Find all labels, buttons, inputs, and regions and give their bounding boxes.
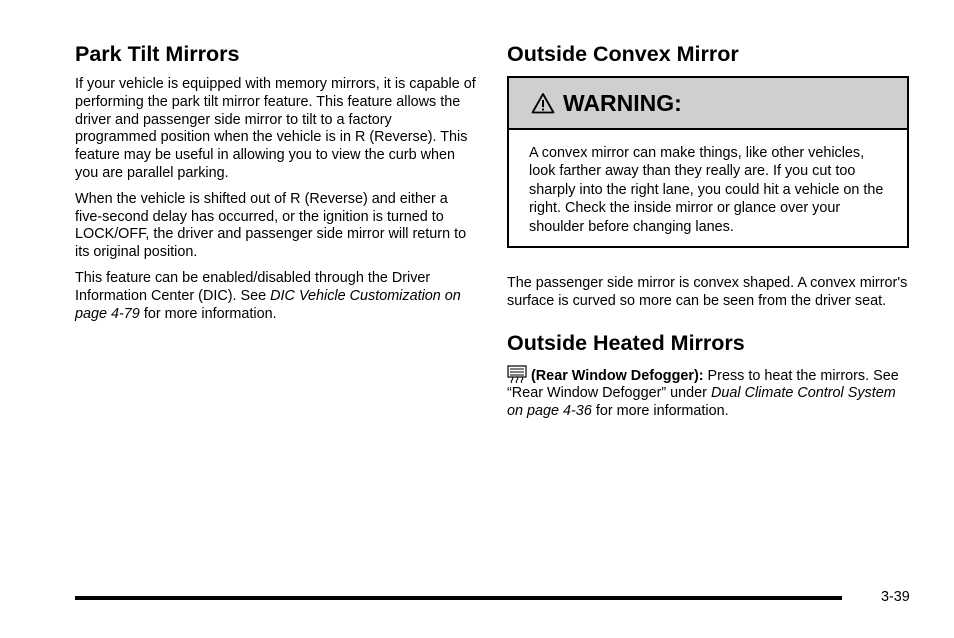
section-heading-heated: Outside Heated Mirrors	[507, 330, 745, 355]
p3-pre: This feature can be enabled/disabled through the Driver Information Center (DIC). See	[75, 269, 431, 304]
defogger-paragraph	[507, 365, 909, 421]
warning-header	[509, 78, 907, 130]
warning-text: A convex mirror can make things, like other vehicles, look farther away than they really are. If you cut too sharply into the right lane, you could hit a vehicle on the right. Check the inside mirror or glance over your shoulder before changing lanes.	[529, 145, 884, 235]
dic-reference-link[interactable]: DIC Vehicle Customization on page 4-79	[75, 287, 461, 322]
warning-triangle-icon	[531, 92, 555, 114]
climate-control-reference-link[interactable]: Dual Climate Control System on page 4-36	[507, 385, 896, 420]
park-tilt-paragraph-2: When the vehicle is shifted out of R (Reverse) and either a five-second delay has occurred, or the ignition is turned to LOCK/OFF, the driver and passenger side mirror will return to its original position.	[75, 190, 467, 261]
defogger-post: for more information.	[591, 403, 729, 420]
defogger-pre: Press to heat the mirrors. See “Rear Window Defogger” under	[507, 367, 899, 402]
p3-post: for more information.	[139, 305, 277, 322]
rear-defogger-icon	[507, 365, 527, 383]
park-tilt-paragraph-3	[75, 270, 477, 323]
section-heading-convex: Outside Convex Mirror	[507, 42, 739, 66]
footer-rule	[75, 596, 842, 600]
warning-title: WARNING:	[563, 89, 682, 116]
section-heading-park-tilt: Park Tilt Mirrors	[75, 42, 240, 66]
left-column	[75, 40, 477, 331]
park-tilt-paragraph-1: If your vehicle is equipped with memory mirrors, it is capable of performing the park tilt mirror feature. This feature allows the driver and passenger side mirror to tilt to a factory programmed position when the vehicle is in R (Reverse). This feature may be useful in allowing you to view the curb when you are parallel parking.	[75, 76, 476, 181]
page-number: 3-39	[881, 589, 910, 605]
warning-box	[507, 76, 909, 248]
convex-paragraph: The passenger side mirror is convex shaped. A convex mirror's surface is curved so more can be seen from the driver seat.	[507, 275, 908, 309]
warning-body	[509, 130, 907, 246]
defogger-label: (Rear Window Defogger):	[531, 367, 704, 384]
right-column	[507, 40, 909, 429]
